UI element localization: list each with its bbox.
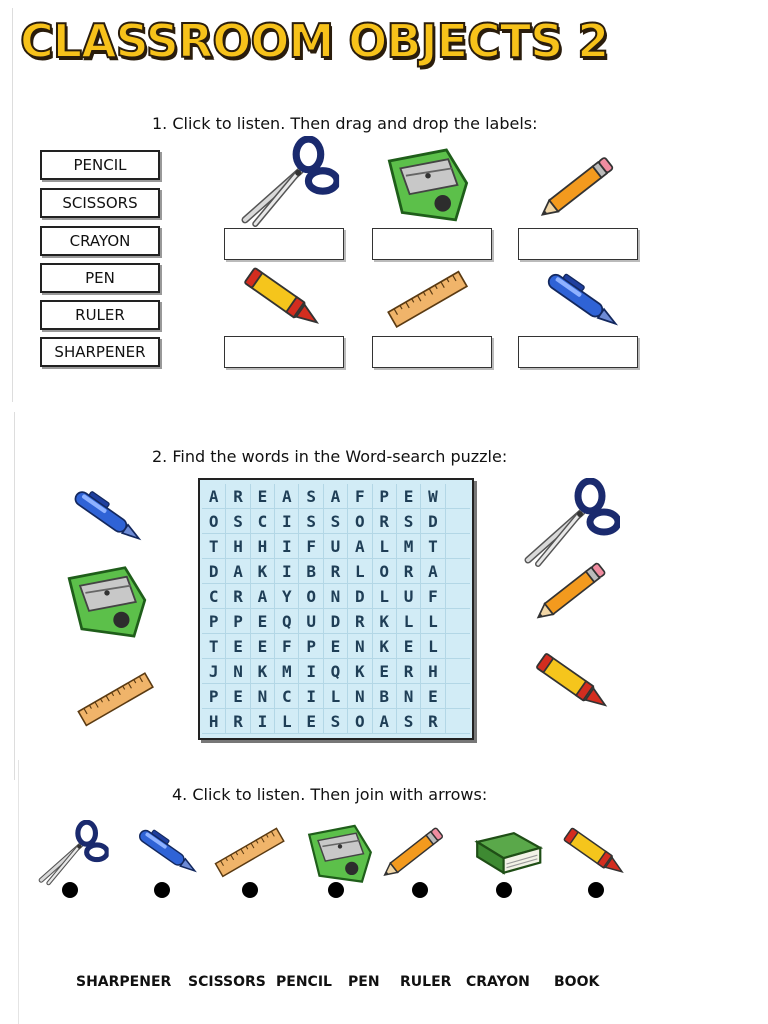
grid-edge xyxy=(446,659,470,684)
grid-cell[interactable]: H xyxy=(226,534,250,559)
grid-cell[interactable]: A xyxy=(373,709,397,734)
label-ruler[interactable]: RULER xyxy=(40,300,160,330)
grid-cell[interactable]: I xyxy=(275,509,299,534)
section-2-instruction: 2. Find the words in the Word-search puzzle: xyxy=(152,447,508,466)
join-dot-pen[interactable] xyxy=(154,882,170,898)
grid-cell[interactable]: P xyxy=(226,609,250,634)
grid-cell[interactable]: S xyxy=(299,484,323,509)
sharpener-icon xyxy=(62,560,152,642)
grid-cell[interactable]: E xyxy=(421,684,445,709)
word-ruler[interactable]: RULER xyxy=(400,974,452,990)
grid-cell[interactable]: R xyxy=(421,709,445,734)
pencil-icon xyxy=(522,554,622,630)
worksheet-title: CLASSROOM OBJECTS 2 xyxy=(20,14,609,68)
grid-cell[interactable]: M xyxy=(397,534,421,559)
grid-cell[interactable]: N xyxy=(397,684,421,709)
crayon-icon[interactable] xyxy=(230,258,334,340)
join-dot-sharpener[interactable] xyxy=(328,882,344,898)
grid-cell[interactable]: K xyxy=(251,659,275,684)
grid-cell[interactable]: U xyxy=(397,584,421,609)
word-pen[interactable]: PEN xyxy=(348,974,380,990)
grid-cell[interactable]: P xyxy=(373,484,397,509)
sharpener-icon[interactable] xyxy=(302,820,378,886)
grid-cell[interactable]: L xyxy=(324,684,348,709)
grid-cell[interactable]: R xyxy=(373,509,397,534)
sharpener-icon[interactable] xyxy=(382,140,474,228)
grid-cell[interactable]: A xyxy=(202,484,226,509)
grid-cell[interactable]: S xyxy=(226,509,250,534)
pen-icon xyxy=(60,480,156,556)
grid-cell[interactable]: A xyxy=(226,559,250,584)
scissors-icon[interactable] xyxy=(236,136,340,228)
drop-target-5[interactable] xyxy=(372,336,492,368)
crayon-icon xyxy=(522,644,622,722)
drop-target-1[interactable] xyxy=(224,228,344,260)
crayon-icon[interactable] xyxy=(556,820,632,886)
grid-cell[interactable]: S xyxy=(397,509,421,534)
grid-cell[interactable]: R xyxy=(226,484,250,509)
grid-cell[interactable]: O xyxy=(348,509,372,534)
ruler-icon[interactable] xyxy=(378,262,478,338)
grid-cell[interactable]: D xyxy=(324,609,348,634)
grid-cell[interactable]: L xyxy=(373,584,397,609)
join-dot-crayon[interactable] xyxy=(588,882,604,898)
grid-cell[interactable]: D xyxy=(348,584,372,609)
ruler-icon[interactable] xyxy=(212,820,288,886)
grid-edge xyxy=(446,559,470,584)
label-crayon[interactable]: CRAYON xyxy=(40,226,160,256)
grid-cell[interactable]: L xyxy=(421,609,445,634)
grid-cell[interactable]: H xyxy=(251,534,275,559)
grid-cell[interactable]: P xyxy=(299,634,323,659)
join-dot-pencil[interactable] xyxy=(412,882,428,898)
grid-cell[interactable]: S xyxy=(299,509,323,534)
grid-edge xyxy=(446,634,470,659)
grid-cell[interactable]: R xyxy=(226,709,250,734)
join-dot-ruler[interactable] xyxy=(242,882,258,898)
grid-cell[interactable]: I xyxy=(251,709,275,734)
label-pencil[interactable]: PENCIL xyxy=(40,150,160,180)
grid-cell[interactable]: C xyxy=(251,509,275,534)
grid-cell[interactable]: I xyxy=(299,659,323,684)
grid-cell[interactable]: W xyxy=(421,484,445,509)
grid-cell[interactable]: A xyxy=(251,584,275,609)
word-sharpener[interactable]: SHARPENER xyxy=(76,974,172,990)
label-pen[interactable]: PEN xyxy=(40,263,160,293)
grid-cell[interactable]: A xyxy=(324,484,348,509)
scissors-icon[interactable] xyxy=(34,820,110,886)
drop-target-6[interactable] xyxy=(518,336,638,368)
grid-cell[interactable]: O xyxy=(299,584,323,609)
pencil-icon[interactable] xyxy=(376,820,452,886)
grid-cell[interactable]: K xyxy=(373,609,397,634)
grid-cell[interactable]: A xyxy=(421,559,445,584)
grid-cell[interactable]: E xyxy=(226,634,250,659)
pencil-icon[interactable] xyxy=(528,148,628,228)
grid-cell[interactable]: L xyxy=(373,534,397,559)
grid-cell[interactable]: F xyxy=(348,484,372,509)
grid-cell[interactable]: L xyxy=(348,559,372,584)
grid-cell[interactable]: E xyxy=(299,709,323,734)
grid-cell[interactable]: I xyxy=(275,534,299,559)
drop-target-4[interactable] xyxy=(224,336,344,368)
grid-cell[interactable]: D xyxy=(202,559,226,584)
pen-icon[interactable] xyxy=(534,262,632,342)
grid-cell[interactable]: P xyxy=(202,609,226,634)
grid-cell[interactable]: L xyxy=(275,709,299,734)
grid-cell[interactable]: U xyxy=(299,609,323,634)
word-crayon[interactable]: CRAYON xyxy=(466,974,530,990)
grid-cell[interactable]: A xyxy=(275,484,299,509)
grid-cell[interactable]: L xyxy=(421,634,445,659)
grid-cell[interactable]: E xyxy=(251,484,275,509)
label-sharpener[interactable]: SHARPENER xyxy=(40,337,160,367)
grid-cell[interactable]: N xyxy=(348,684,372,709)
grid-cell[interactable]: P xyxy=(202,684,226,709)
grid-cell[interactable]: F xyxy=(299,534,323,559)
grid-cell[interactable]: E xyxy=(251,634,275,659)
grid-cell[interactable]: H xyxy=(421,659,445,684)
grid-cell[interactable]: E xyxy=(226,684,250,709)
grid-cell[interactable]: L xyxy=(397,609,421,634)
label-scissors[interactable]: SCISSORS xyxy=(40,188,160,218)
join-dot-book[interactable] xyxy=(496,882,512,898)
grid-cell[interactable]: R xyxy=(397,559,421,584)
grid-cell[interactable]: B xyxy=(373,684,397,709)
grid-cell[interactable]: K xyxy=(348,659,372,684)
grid-cell[interactable]: I xyxy=(299,684,323,709)
grid-cell[interactable]: S xyxy=(324,509,348,534)
word-scissors[interactable]: SCISSORS xyxy=(188,974,266,990)
join-dot-scissors[interactable] xyxy=(62,882,78,898)
grid-cell[interactable]: Y xyxy=(275,584,299,609)
ruler-icon xyxy=(66,664,166,736)
grid-cell[interactable]: E xyxy=(397,484,421,509)
grid-cell[interactable]: N xyxy=(226,659,250,684)
grid-edge xyxy=(446,709,470,734)
grid-cell[interactable]: T xyxy=(202,534,226,559)
grid-edge xyxy=(446,484,470,509)
word-search-grid[interactable] xyxy=(198,478,474,740)
word-pencil[interactable]: PENCIL xyxy=(276,974,332,990)
pen-icon[interactable] xyxy=(130,820,206,886)
book-icon[interactable] xyxy=(470,820,546,886)
grid-cell[interactable]: K xyxy=(251,559,275,584)
grid-cell[interactable]: Q xyxy=(324,659,348,684)
grid-edge xyxy=(446,584,470,609)
grid-edge xyxy=(446,609,470,634)
grid-cell[interactable]: R xyxy=(324,559,348,584)
grid-cell[interactable]: E xyxy=(324,634,348,659)
section-1-instruction: 1. Click to listen. Then drag and drop the labels: xyxy=(152,114,538,133)
grid-cell[interactable]: T xyxy=(202,634,226,659)
drop-target-2[interactable] xyxy=(372,228,492,260)
word-book[interactable]: BOOK xyxy=(554,974,600,990)
grid-cell[interactable]: E xyxy=(373,659,397,684)
grid-cell[interactable]: F xyxy=(275,634,299,659)
grid-cell[interactable]: S xyxy=(324,709,348,734)
grid-cell[interactable]: N xyxy=(348,634,372,659)
grid-cell[interactable]: U xyxy=(324,534,348,559)
section-3-instruction: 4. Click to listen. Then join with arrows: xyxy=(172,785,488,804)
grid-cell[interactable]: N xyxy=(251,684,275,709)
grid-cell[interactable]: E xyxy=(251,609,275,634)
grid-cell[interactable]: R xyxy=(348,609,372,634)
grid-cell[interactable]: T xyxy=(421,534,445,559)
grid-cell[interactable]: O xyxy=(202,509,226,534)
grid-edge xyxy=(446,509,470,534)
grid-edge xyxy=(446,534,470,559)
grid-cell[interactable]: H xyxy=(202,709,226,734)
grid-cell[interactable]: D xyxy=(421,509,445,534)
grid-cell[interactable]: O xyxy=(373,559,397,584)
grid-cell[interactable]: C xyxy=(275,684,299,709)
grid-cell[interactable]: R xyxy=(226,584,250,609)
drop-target-3[interactable] xyxy=(518,228,638,260)
grid-cell[interactable]: S xyxy=(397,709,421,734)
grid-cell[interactable]: O xyxy=(348,709,372,734)
grid-cell[interactable]: C xyxy=(202,584,226,609)
grid-cell[interactable]: J xyxy=(202,659,226,684)
grid-cell[interactable]: E xyxy=(397,634,421,659)
grid-edge xyxy=(446,684,470,709)
grid-cell[interactable]: B xyxy=(299,559,323,584)
grid-cell[interactable]: F xyxy=(421,584,445,609)
grid-cell[interactable]: R xyxy=(397,659,421,684)
grid-cell[interactable]: Q xyxy=(275,609,299,634)
grid-cell[interactable]: K xyxy=(373,634,397,659)
grid-cell[interactable]: M xyxy=(275,659,299,684)
grid-cell[interactable]: I xyxy=(275,559,299,584)
grid-cell[interactable]: N xyxy=(324,584,348,609)
grid-cell[interactable]: A xyxy=(348,534,372,559)
